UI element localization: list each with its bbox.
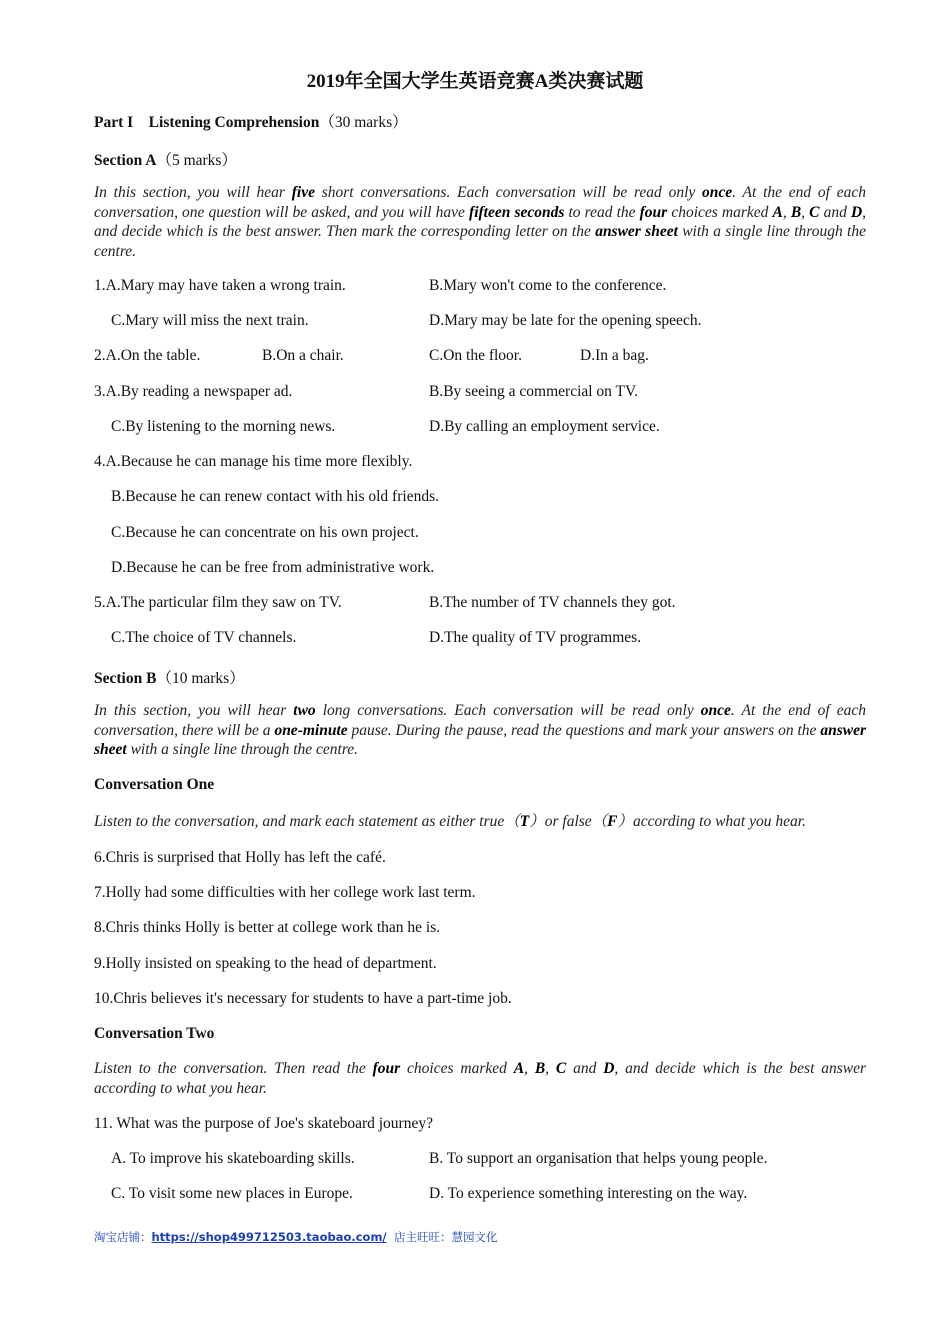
conversation-two-title: Conversation Two [94,1025,215,1042]
conversation-one-title: Conversation One [94,776,215,793]
section-b-heading [94,666,245,688]
section-b-instructions: In this section, you will hear two long conversations. Each conversation will be read only once. At the end of each conversation, there will be a one-minute pause. During the pause, read the questions and mark your answers on the answer sheet with a single line through the centre. [94,702,866,758]
section-b-label: Section B [94,670,157,687]
section-a-label: Section A [94,152,157,169]
part-heading [94,110,408,132]
footer-shop-label: 淘宝店铺： [94,1230,152,1244]
q2-option-a: 2.A.On the table. [94,347,201,364]
q5-option-b: B.The number of TV channels they got. [429,594,676,611]
section-a-heading [94,148,237,170]
q11-stem: 11. What was the purpose of Joe's skateboard journey? [94,1115,433,1132]
q4-option-d: D.Because he can be free from administrative work. [111,559,435,576]
q2-option-b: B.On a chair. [262,347,344,364]
q4-option-a: 4.A.Because he can manage his time more flexibly. [94,453,413,470]
conversation-one-instructions: Listen to the conversation, and mark each statement as either true（T）or false（F）according to what you hear. [94,813,806,830]
q3-option-b: B.By seeing a commercial on TV. [429,383,639,400]
q2-option-c: C.On the floor. [429,347,522,364]
q1-option-b: B.Mary won't come to the conference. [429,277,667,294]
statement-item: 6.Chris is surprised that Holly has left the café. [94,849,386,866]
conversation-two-instructions: Listen to the conversation. Then read the four choices marked A, B, C and D, and decide which is the best answer according to what you hear. [94,1060,867,1097]
page-title: 2019年全国大学生英语竞赛A类决赛试题 [306,71,644,92]
part-name: Listening Comprehension [148,114,320,131]
q11-option-b: B. To support an organisation that helps young people. [429,1150,768,1167]
q2-option-d: D.In a bag. [580,347,649,364]
q1-option-d: D.Mary may be late for the opening speech. [429,312,702,329]
statement-item: 9.Holly insisted on speaking to the head of department. [94,955,437,972]
q5-option-c: C.The choice of TV channels. [111,629,297,646]
q3-option-a: 3.A.By reading a newspaper ad. [94,383,293,400]
section-b-marks: （10 marks） [156,670,245,687]
q3-option-c: C.By listening to the morning news. [111,418,336,435]
part-marks: （30 marks） [319,114,408,131]
part-label: Part I [94,114,134,131]
q5-option-d: D.The quality of TV programmes. [429,629,642,646]
q11-option-c: C. To visit some new places in Europe. [111,1185,353,1202]
statement-item: 10.Chris believes it's necessary for students to have a part-time job. [94,990,512,1007]
q4-option-b: B.Because he can renew contact with his old friends. [111,488,439,505]
q3-option-d: D.By calling an employment service. [429,418,660,435]
section-a-instructions: In this section, you will hear five short conversations. Each conversation will be read only once. At the end of each conversation, one question will be asked, and you will have fifteen seconds to read the four choices marked A, B, C and D, and decide which is the best answer. Then mark the corresponding letter on the answer sheet with a single line through the centre. [94,184,867,260]
q11-option-a: A. To improve his skateboarding skills. [111,1150,355,1167]
q1-option-c: C.Mary will miss the next train. [111,312,309,329]
q1-option-a: 1.A.Mary may have taken a wrong train. [94,277,346,294]
footer-owner: 店主旺旺：慧园文化 [393,1230,498,1244]
footer-shop-link[interactable]: https://shop499712503.taobao.com/ [151,1230,387,1244]
q5-option-a: 5.A.The particular film they saw on TV. [94,594,342,611]
q11-option-d: D. To experience something interesting on the way. [429,1185,748,1202]
footer [94,1229,497,1245]
q4-option-c: C.Because he can concentrate on his own project. [111,524,419,541]
statement-item: 7.Holly had some difficulties with her college work last term. [94,884,476,901]
statement-item: 8.Chris thinks Holly is better at college work than he is. [94,919,441,936]
section-a-marks: （5 marks） [156,152,237,169]
